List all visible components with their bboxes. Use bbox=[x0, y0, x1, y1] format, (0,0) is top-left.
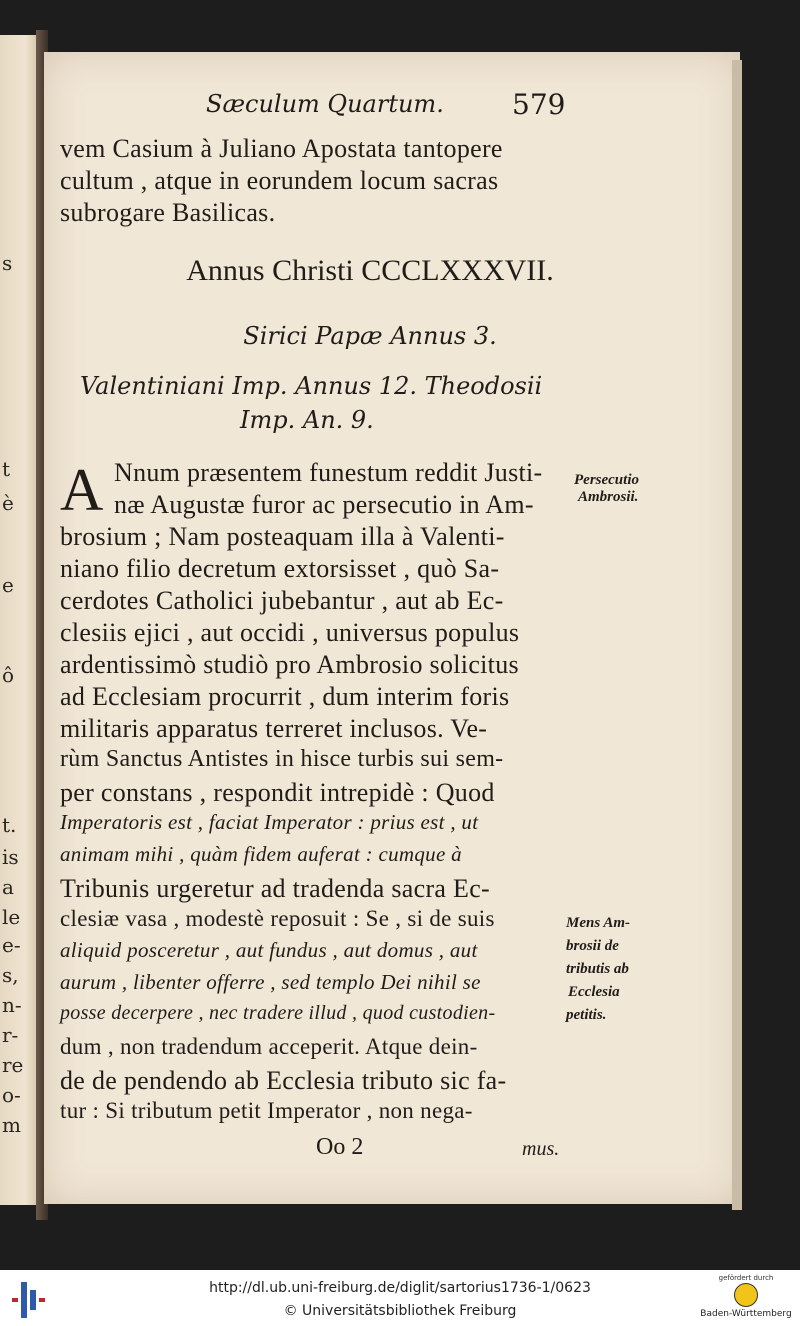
paragraph-line: Tribunis urgeretur ad tradenda sacra Ec- bbox=[60, 874, 491, 903]
margin-note-line: petitis. bbox=[566, 1007, 607, 1023]
paragraph-line: Nnum præsentem funestum reddit Justi- bbox=[114, 458, 543, 487]
prev-page-letter: t bbox=[2, 457, 11, 481]
catchword: mus. bbox=[522, 1138, 560, 1160]
margin-note-mens bbox=[566, 912, 630, 1027]
paragraph-line: næ Augustæ furor ac persecutio in Am- bbox=[114, 490, 534, 519]
prev-page-letter: è bbox=[2, 491, 14, 515]
copyright-text: © Universitätsbibliothek Freiburg bbox=[283, 1303, 517, 1319]
paragraph-line: Imperatoris est , faciat Imperator : prius est , ut bbox=[60, 810, 479, 834]
prev-page-letter: le bbox=[2, 905, 21, 929]
paragraph-line: aurum , libenter offerre , sed templo Dei nihil se bbox=[60, 970, 481, 994]
prev-page-letter: m bbox=[2, 1113, 21, 1137]
paragraph-line: ad Ecclesiam procurrit , dum interim foris bbox=[60, 682, 510, 711]
paragraph-line: cerdotes Catholici jubebantur , aut ab Ec- bbox=[60, 586, 504, 615]
prev-page-letter: s, bbox=[2, 963, 19, 987]
prev-page-letter: o- bbox=[2, 1083, 21, 1107]
page-number: 579 bbox=[512, 88, 566, 121]
margin-note-line: brosii de bbox=[566, 938, 619, 954]
source-url-link[interactable]: http://dl.ub.uni-freiburg.de/diglit/sartorius1736-1/0623 bbox=[209, 1280, 591, 1296]
margin-note-line: Mens Am- bbox=[566, 915, 631, 931]
paragraph-line: tur : Si tributum petit Imperator , non nega- bbox=[60, 1098, 473, 1123]
paragraph-line: dum , non tradendum acceperit. Atque dein- bbox=[60, 1034, 478, 1059]
margin-note-persecutio bbox=[574, 472, 639, 506]
prev-page-letter: re bbox=[2, 1053, 24, 1077]
paragraph-line: niano filio decretum extorsisset , quò Sa- bbox=[60, 554, 500, 583]
drop-cap: A bbox=[60, 457, 104, 523]
paragraph-line: rùm Sanctus Antistes in hisce turbis sui sem- bbox=[60, 746, 504, 772]
state-seal-icon bbox=[734, 1283, 758, 1307]
body-line: cultum , atque in eorundem locum sacras bbox=[60, 166, 499, 195]
emperor-heading-line2: Imp. An. 9. bbox=[240, 406, 374, 434]
margin-note-line: Ecclesia bbox=[568, 984, 620, 1000]
paragraph-line: clesiis ejici , aut occidi , universus populus bbox=[60, 618, 520, 647]
paragraph-line: aliquid posceretur , aut fundus , aut domus , aut bbox=[60, 938, 478, 962]
margin-note-line: Persecutio bbox=[574, 472, 639, 488]
paragraph-line: militaris apparatus terreret inclusos. Ve- bbox=[60, 714, 488, 743]
paragraph-line: animam mihi , quàm fidem auferat : cumque à bbox=[60, 842, 462, 866]
paragraph-line: brosium ; Nam posteaquam illa à Valenti- bbox=[60, 522, 505, 551]
sponsor-top-text: gefördert durch bbox=[718, 1274, 774, 1282]
year-heading: Annus Christi CCCLXXXVII. bbox=[186, 254, 554, 287]
sponsor-bottom-text: Baden-Württemberg bbox=[700, 1309, 792, 1319]
body-line: subrogare Basilicas. bbox=[60, 198, 276, 227]
pope-heading: Sirici Papæ Annus 3. bbox=[243, 322, 497, 350]
prev-page-letter: a bbox=[2, 875, 14, 899]
prev-page-letter: is bbox=[2, 845, 19, 869]
prev-page-letter: e bbox=[2, 573, 14, 597]
prev-page-letter: t. bbox=[2, 813, 17, 837]
paragraph-line: posse decerpere , nec tradere illud , quod custodien- bbox=[60, 1002, 496, 1024]
prev-page-letter: ô bbox=[2, 663, 15, 687]
paragraph-line: per constans , respondit intrepidè : Quod bbox=[60, 778, 495, 807]
prev-page-letter: n- bbox=[2, 993, 22, 1017]
margin-note-line: tributis ab bbox=[566, 961, 629, 977]
margin-note-line: Ambrosii. bbox=[578, 489, 639, 505]
sponsor-logo bbox=[696, 1274, 796, 1324]
paragraph-line: ardentissimò studiò pro Ambrosio solicitus bbox=[60, 650, 519, 679]
prev-page-letter: s bbox=[2, 251, 13, 275]
paragraph-line: de de pendendo ab Ecclesia tributo sic fa- bbox=[60, 1066, 507, 1095]
paragraph-line: clesiæ vasa , modestè reposuit : Se , si de suis bbox=[60, 906, 495, 931]
page-edge bbox=[732, 60, 742, 1210]
prev-page-letter: r- bbox=[2, 1023, 19, 1047]
prev-page-letter: e- bbox=[2, 933, 21, 957]
signature-mark: Oo 2 bbox=[316, 1134, 364, 1160]
body-line: vem Casium à Juliano Apostata tantopere bbox=[60, 134, 503, 163]
emperor-heading-line1: Valentiniani Imp. Annus 12. Theodosii bbox=[80, 372, 543, 400]
running-title: Sæculum Quartum. bbox=[206, 90, 444, 118]
